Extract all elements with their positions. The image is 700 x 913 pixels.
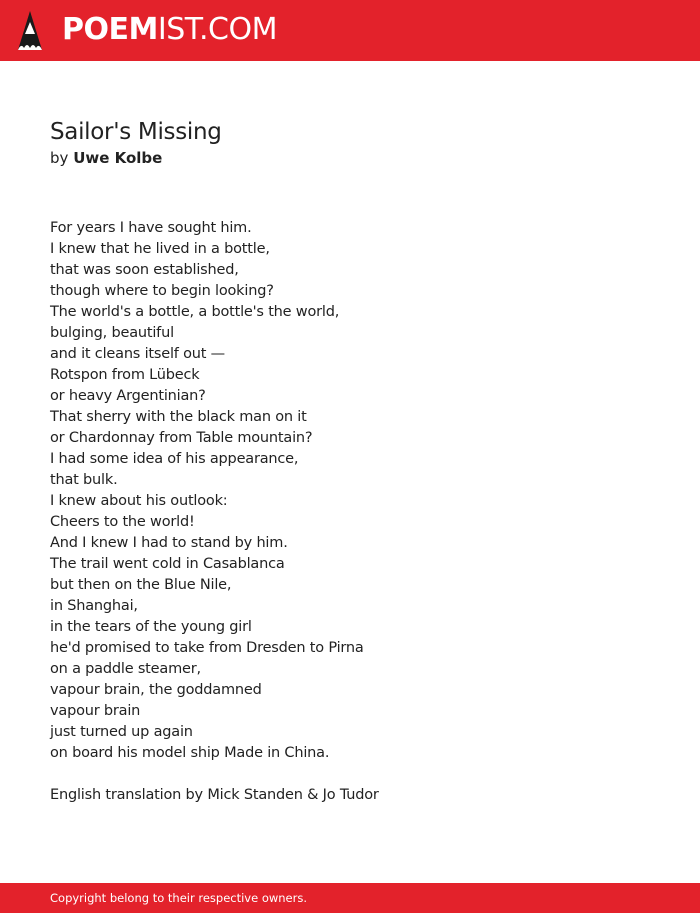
poem-line: he'd promised to take from Dresden to Pirna xyxy=(50,640,364,656)
poem-line: bulging, beautiful xyxy=(50,325,174,341)
poem-line: or heavy Argentinian? xyxy=(50,388,206,404)
logo-light-text: IST.COM xyxy=(157,12,277,47)
poem-line: I knew that he lived in a bottle, xyxy=(50,241,270,257)
poem-line: I knew about his outlook: xyxy=(50,493,228,509)
pencil-icon[interactable] xyxy=(17,10,43,52)
poem-line: on board his model ship Made in China. xyxy=(50,745,330,761)
poem-line: on a paddle steamer, xyxy=(50,661,201,677)
copyright-notice: Copyright belong to their respective owners. xyxy=(50,891,308,905)
poem-line: though where to begin looking? xyxy=(50,283,274,299)
poem-line: The trail went cold in Casablanca xyxy=(50,556,285,572)
poem-line: And I knew I had to stand by him. xyxy=(50,535,288,551)
poem-line: that bulk. xyxy=(50,472,118,488)
translation-credit: English translation by Mick Standen & Jo Tudor xyxy=(50,787,379,803)
poem-line: vapour brain xyxy=(50,703,141,719)
poem-line: or Chardonnay from Table mountain? xyxy=(50,430,313,446)
poem-line: That sherry with the black man on it xyxy=(50,409,307,425)
poem-title: Sailor's Missing xyxy=(50,119,222,145)
site-footer xyxy=(0,883,700,913)
poem-line: Rotspon from Lübeck xyxy=(50,367,200,383)
poem-line: vapour brain, the goddamned xyxy=(50,682,262,698)
site-header xyxy=(0,0,700,61)
by-label: by xyxy=(50,149,69,167)
poem-line: in Shanghai, xyxy=(50,598,138,614)
poem-line: that was soon established, xyxy=(50,262,239,278)
site-logo[interactable] xyxy=(62,13,277,47)
poem-line: Cheers to the world! xyxy=(50,514,195,530)
poem-line: I had some idea of his appearance, xyxy=(50,451,299,467)
poem-line: and it cleans itself out — xyxy=(50,346,225,362)
poem-line: but then on the Blue Nile, xyxy=(50,577,232,593)
logo-bold-text: POEM xyxy=(62,12,158,47)
poem-line: just turned up again xyxy=(50,724,193,740)
poem-line: For years I have sought him. xyxy=(50,220,252,236)
byline xyxy=(50,148,162,169)
poem-line: in the tears of the young girl xyxy=(50,619,252,635)
poem-line: The world's a bottle, a bottle's the world, xyxy=(50,304,340,320)
poem-body xyxy=(50,218,670,764)
author-name: Uwe Kolbe xyxy=(73,149,163,167)
